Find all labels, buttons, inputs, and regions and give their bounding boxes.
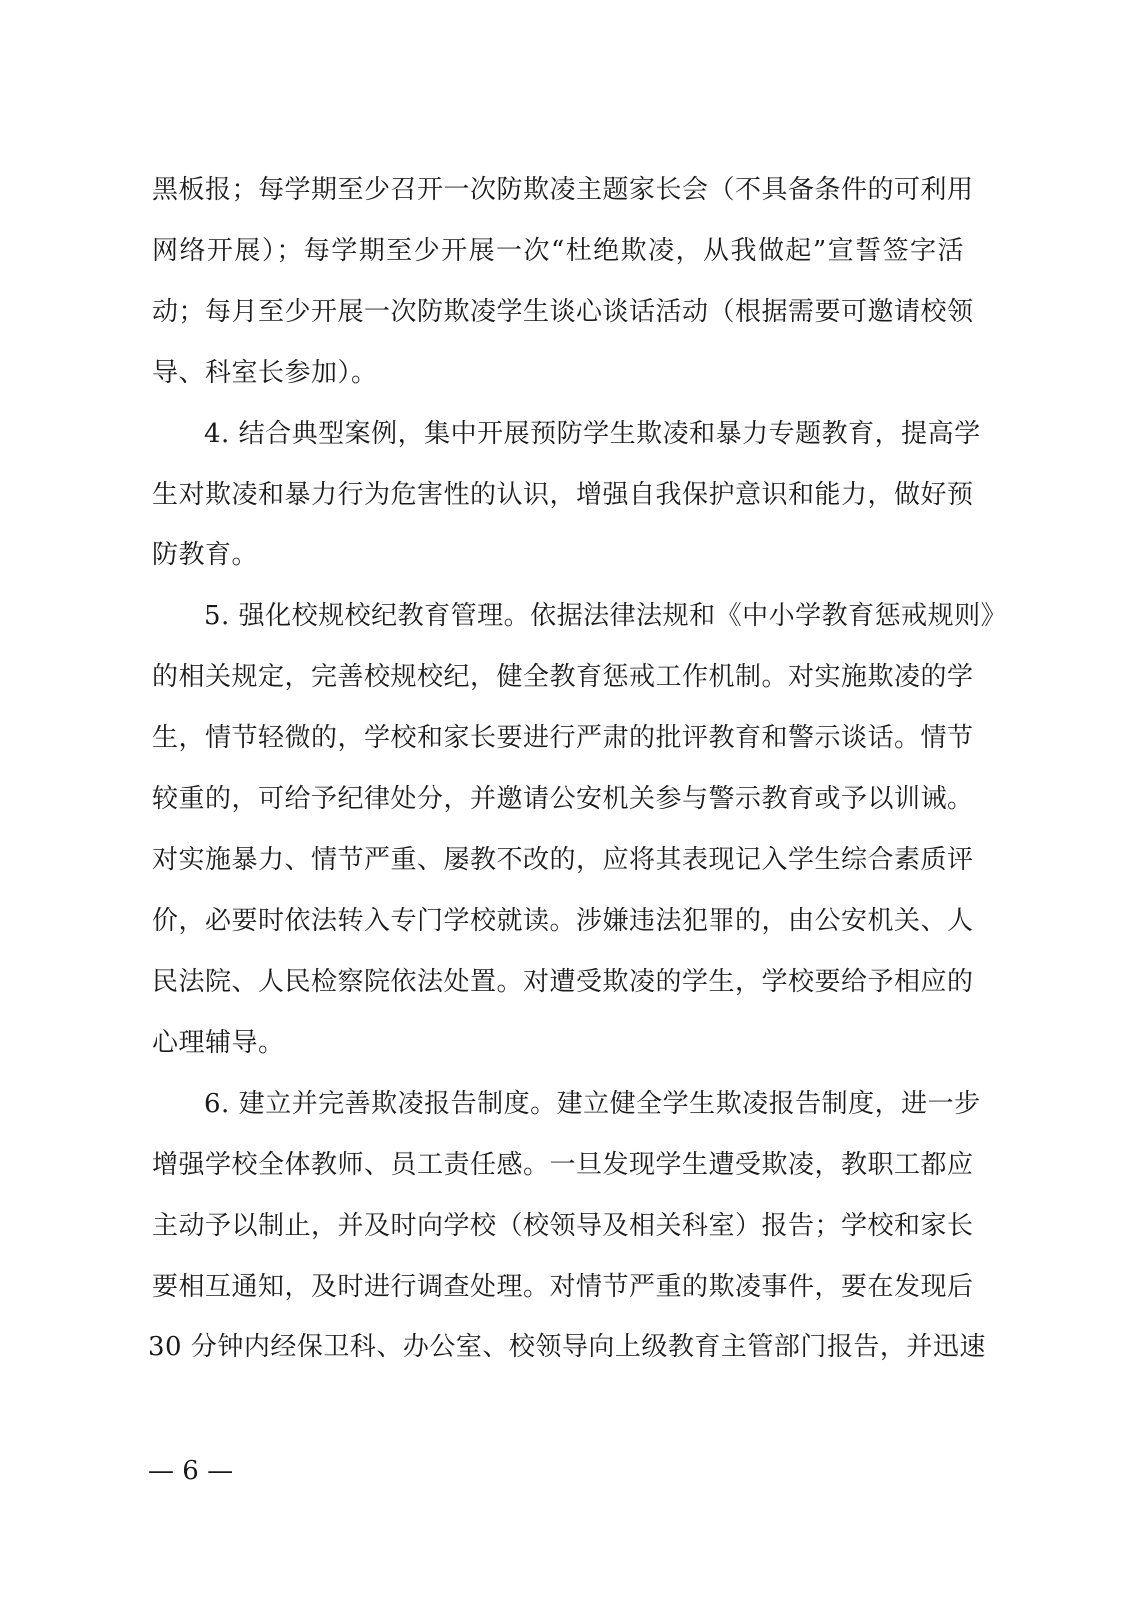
body-text-line: 主动予以制止，并及时向学校（校领导及相关科室）报告；学校和家长 <box>152 1211 974 1241</box>
body-text-line: 动；每月至少开展一次防欺凌学生谈心谈话活动（根据需要可邀请校领 <box>152 297 974 327</box>
body-text-line: 生对欺凌和暴力行为危害性的认识，增强自我保护意识和能力，做好预 <box>152 480 974 510</box>
paragraph-5-first-line: 5. 强化校规校纪教育管理。依据法律法规和《中小学教育惩戒规则》 <box>204 601 1008 631</box>
body-text-line: 要相互通知，及时进行调查处理。对情节严重的欺凌事件，要在发现后 <box>152 1272 974 1302</box>
body-text-line: 30 分钟内经保卫科、办公室、校领导向上级教育主管部门报告，并迅速 <box>148 1332 986 1362</box>
body-text-line: 防教育。 <box>152 540 259 570</box>
page-number: — 6 — <box>148 1456 234 1486</box>
body-text-line: 增强学校全体教师、员工责任感。一旦发现学生遭受欺凌，教职工都应 <box>152 1150 974 1180</box>
body-text-line: 心理辅导。 <box>152 1028 285 1058</box>
body-text-line: 生，情节轻微的，学校和家长要进行严肃的批评教育和警示谈话。情节 <box>152 723 974 753</box>
body-text-line: 的相关规定，完善校规校纪，健全教育惩戒工作机制。对实施欺凌的学 <box>152 662 974 692</box>
body-text-line: 价，必要时依法转入专门学校就读。涉嫌违法犯罪的，由公安机关、人 <box>152 906 974 936</box>
body-text-line: 网络开展）；每学期至少开展一次“杜绝欺凌，从我做起”宣誓签字活 <box>152 236 964 266</box>
body-text-line: 导、科室长参加）。 <box>152 358 378 388</box>
body-text-line: 对实施暴力、情节严重、屡教不改的，应将其表现记入学生综合素质评 <box>152 845 974 875</box>
body-text-line: 民法院、人民检察院依法处置。对遭受欺凌的学生，学校要给予相应的 <box>152 967 974 997</box>
paragraph-6-first-line: 6. 建立并完善欺凌报告制度。建立健全学生欺凌报告制度，进一步 <box>204 1089 981 1119</box>
body-text-line: 黑板报；每学期至少召开一次防欺凌主题家长会（不具备条件的可利用 <box>152 175 974 205</box>
paragraph-4-first-line: 4. 结合典型案例，集中开展预防学生欺凌和暴力专题教育，提高学 <box>204 419 981 449</box>
body-text-line: 较重的，可给予纪律处分，并邀请公安机关参与警示教育或予以训诫。 <box>152 784 974 814</box>
